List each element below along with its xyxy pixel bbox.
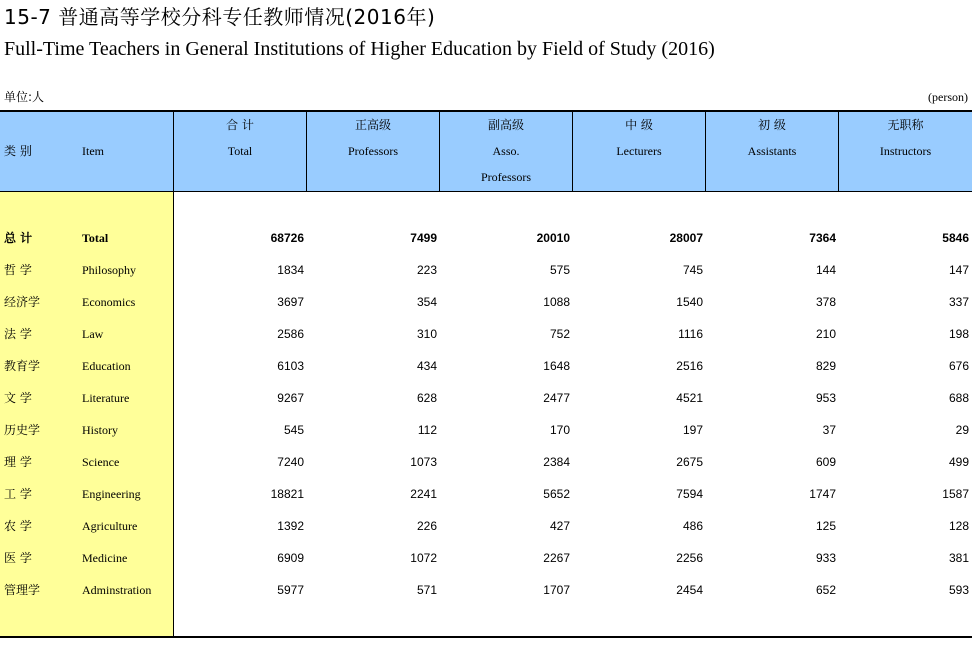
table-cell: 128 <box>948 519 969 533</box>
table-cell: 829 <box>815 359 836 373</box>
table-cell: 628 <box>416 391 437 405</box>
table-cell: 499 <box>948 455 969 469</box>
table-bottom-rule <box>0 636 972 638</box>
table-cell: 1648 <box>543 359 570 373</box>
row-label-english: Economics <box>82 295 136 309</box>
table-row <box>0 286 972 318</box>
table-cell: 198 <box>948 327 969 341</box>
row-label-chinese: 理 学 <box>4 455 32 469</box>
table-cell: 2267 <box>543 551 570 565</box>
header-col-lecturers <box>573 112 705 164</box>
table-cell: 29 <box>955 423 969 437</box>
header-col-instructors-en: Instructors <box>879 144 932 158</box>
table-row <box>0 382 972 414</box>
header-col-lecturers-en: Lecturers <box>616 144 662 158</box>
header-col-assistants <box>706 112 838 164</box>
teachers-table <box>0 110 972 638</box>
header-col-total-en: Total <box>227 144 253 158</box>
row-label-english: Engineering <box>82 487 141 501</box>
table-cell: 575 <box>549 263 570 277</box>
table-cell: 7364 <box>809 231 836 245</box>
table-cell: 1392 <box>277 519 304 533</box>
table-cell: 427 <box>549 519 570 533</box>
table-cell: 37 <box>822 423 836 437</box>
table-cell: 2477 <box>543 391 570 405</box>
table-row <box>0 542 972 574</box>
table-cell: 7594 <box>676 487 703 501</box>
table-cell: 1707 <box>543 583 570 597</box>
table-cell: 223 <box>416 263 437 277</box>
table-cell: 676 <box>948 359 969 373</box>
table-row <box>0 478 972 510</box>
header-bottom-rule <box>0 191 972 192</box>
table-cell: 688 <box>948 391 969 405</box>
table-cell: 6103 <box>277 359 304 373</box>
table-cell: 933 <box>815 551 836 565</box>
table-cell: 5977 <box>277 583 304 597</box>
table-cell: 609 <box>815 455 836 469</box>
row-label-chinese: 农 学 <box>4 519 32 533</box>
table-cell: 2675 <box>676 455 703 469</box>
row-label-chinese: 总 计 <box>4 231 33 245</box>
table-cell: 144 <box>815 263 836 277</box>
header-item <box>82 138 162 164</box>
table-cell: 1073 <box>410 455 437 469</box>
table-cell: 2454 <box>676 583 703 597</box>
row-label-chinese: 法 学 <box>4 327 32 341</box>
header-item-label: Item <box>82 144 104 158</box>
table-cell: 7240 <box>277 455 304 469</box>
row-label-chinese: 文 学 <box>4 391 32 405</box>
table-cell: 125 <box>815 519 836 533</box>
header-category-label: 类 别 <box>4 144 32 158</box>
table-row <box>0 414 972 446</box>
row-label-chinese: 医 学 <box>4 551 32 565</box>
table-cell: 752 <box>549 327 570 341</box>
table-cell: 652 <box>815 583 836 597</box>
header-col-professors-zh: 正高级 <box>354 118 391 132</box>
header-col-asso-professors <box>440 112 572 190</box>
table-cell: 2384 <box>543 455 570 469</box>
header-col-lecturers-zh: 中 级 <box>625 118 653 132</box>
table-cell: 571 <box>416 583 437 597</box>
header-col-instructors-zh: 无职称 <box>887 118 924 132</box>
table-row <box>0 446 972 478</box>
row-label-english: Law <box>82 327 104 341</box>
header-col-total-zh: 合 计 <box>226 118 254 132</box>
table-cell: 2256 <box>676 551 703 565</box>
row-label-english: Total <box>82 231 109 245</box>
row-label-chinese: 经济学 <box>4 295 41 309</box>
header-col-asso-professors-zh: 副高级 <box>487 118 524 132</box>
table-cell: 112 <box>417 423 437 437</box>
table-cell: 953 <box>815 391 836 405</box>
row-label-english: Science <box>82 455 120 469</box>
table-row-total <box>0 222 972 254</box>
table-cell: 593 <box>948 583 969 597</box>
row-label-english: Education <box>82 359 131 373</box>
table-cell: 1834 <box>277 263 304 277</box>
header-col-instructors <box>839 112 972 164</box>
header-col-asso-professors-en: Asso. <box>492 144 520 158</box>
title-english: Full-Time Teachers in General Institutions of Higher Education by Field of Study (2016) <box>4 38 715 60</box>
table-cell: 147 <box>948 263 969 277</box>
table-row <box>0 318 972 350</box>
table-cell: 1540 <box>676 295 703 309</box>
row-label-english: Adminstration <box>82 583 152 597</box>
table-cell: 1747 <box>809 487 836 501</box>
row-label-english: Medicine <box>82 551 128 565</box>
table-cell: 2516 <box>676 359 703 373</box>
table-cell: 545 <box>283 423 304 437</box>
row-label-english: Philosophy <box>82 263 137 277</box>
table-cell: 68726 <box>270 231 304 245</box>
table-cell: 486 <box>682 519 703 533</box>
table-cell: 337 <box>948 295 969 309</box>
table-cell: 434 <box>416 359 437 373</box>
row-label-chinese: 历史学 <box>4 423 41 437</box>
title-chinese: 15-7 普通高等学校分科专任教师情况(2016年) <box>4 5 436 29</box>
unit-label-chinese: 单位:人 <box>4 90 45 104</box>
header-col-asso-professors-en2: Professors <box>481 170 531 184</box>
table-cell: 381 <box>948 551 969 565</box>
table-cell: 2586 <box>277 327 304 341</box>
table-cell: 9267 <box>277 391 304 405</box>
table-cell: 1072 <box>410 551 437 565</box>
row-label-chinese: 哲 学 <box>4 263 32 277</box>
header-category <box>4 138 54 164</box>
table-cell: 745 <box>682 263 703 277</box>
row-label-english: History <box>82 423 118 437</box>
table-cell: 310 <box>416 327 437 341</box>
table-cell: 20010 <box>536 231 570 245</box>
header-col-total <box>174 112 306 164</box>
table-cell: 6909 <box>277 551 304 565</box>
row-label-english: Agriculture <box>82 519 138 533</box>
row-label-chinese: 管理学 <box>4 583 41 597</box>
table-row <box>0 510 972 542</box>
table-cell: 28007 <box>669 231 703 245</box>
table-row <box>0 254 972 286</box>
table-cell: 170 <box>549 423 570 437</box>
table-cell: 1116 <box>678 327 703 341</box>
header-col-professors <box>307 112 439 164</box>
table-row <box>0 350 972 382</box>
row-label-chinese: 教育学 <box>4 359 41 373</box>
table-cell: 1088 <box>543 295 570 309</box>
table-cell: 197 <box>682 423 703 437</box>
table-cell: 5846 <box>942 231 969 245</box>
table-cell: 1587 <box>942 487 969 501</box>
table-cell: 2241 <box>410 487 437 501</box>
header-col-assistants-en: Assistants <box>747 144 797 158</box>
table-cell: 7499 <box>410 231 437 245</box>
table-cell: 18821 <box>270 487 304 501</box>
table-cell: 4521 <box>676 391 703 405</box>
table-row <box>0 574 972 606</box>
header-col-assistants-zh: 初 级 <box>758 118 786 132</box>
row-label-english: Literature <box>82 391 130 405</box>
unit-label-english: (person) <box>928 90 968 104</box>
table-cell: 354 <box>416 295 437 309</box>
table-cell: 210 <box>815 327 836 341</box>
table-cell: 3697 <box>277 295 304 309</box>
table-cell: 226 <box>416 519 437 533</box>
row-label-chinese: 工 学 <box>4 487 32 501</box>
table-cell: 378 <box>815 295 836 309</box>
table-cell: 5652 <box>543 487 570 501</box>
header-col-professors-en: Professors <box>348 144 398 158</box>
